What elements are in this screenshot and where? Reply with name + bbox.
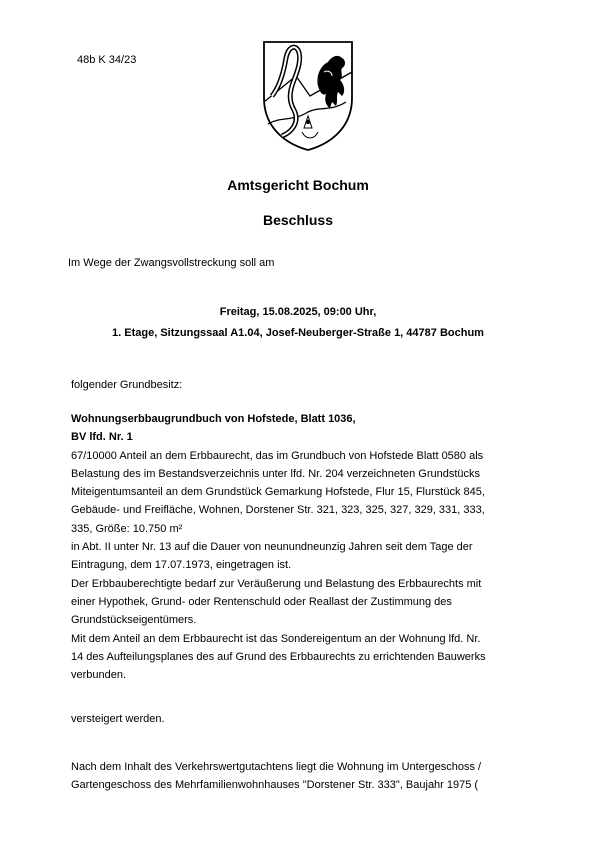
grundbuch-line: Mit dem Anteil an dem Erbbaurecht ist das Sondereigentum an der Wohnung lfd. Nr. — [71, 632, 481, 645]
grundbuch-line: Miteigentumsanteil an dem Grundstück Gemarkung Hofstede, Flur 15, Flurstück 845, — [71, 486, 485, 499]
intro-text: Im Wege der Zwangsvollstreckung soll am — [68, 257, 275, 269]
grundbuch-line: Der Erbbauberechtigte bedarf zur Veräußerung und Belastung des Erbbaurechts mit — [71, 577, 482, 590]
gutachten-line: Gartengeschoss des Mehrfamilienwohnhauses "Dorstener Str. 333", Baujahr 1975 ( — [71, 779, 479, 791]
grundbesitz-label: folgender Grundbesitz: — [71, 379, 183, 391]
grundbuch-line: einer Hypothek, Grund- oder Rentenschuld oder Reallast der Zustimmung des — [71, 595, 452, 608]
grundbuch-line: 14 des Aufteilungsplanes des auf Grund des Erbbaurechts zu errichtenden Bauwerks — [71, 650, 486, 663]
grundbuch-section — [71, 410, 541, 684]
termin-datetime: Freitag, 15.08.2025, 09:00 Uhr, — [219, 306, 377, 318]
grundbuch-heading: Wohnungserbbaugrundbuch von Hofstede, Blatt 1036, — [71, 413, 356, 425]
court-name: Amtsgericht Bochum — [227, 177, 369, 193]
grundbuch-line: Eintragung, dem 17.07.1973, eingetragen ist. — [71, 559, 292, 572]
termin-location: 1. Etage, Sitzungssaal A1.04, Josef-Neuberger-Straße 1, 44787 Bochum — [112, 327, 484, 339]
nrw-coat-of-arms-icon — [258, 36, 358, 154]
gutachten-line: Nach dem Inhalt des Verkehrswertgutachtens liegt die Wohnung im Untergeschoss / — [71, 761, 482, 773]
document-title: Beschluss — [262, 212, 334, 228]
grundbuch-line: Belastung des im Bestandsverzeichnis unter lfd. Nr. 204 verzeichneten Grundstücks — [71, 467, 481, 480]
grundbuch-line: 335, Größe: 10.750 m² — [71, 522, 183, 535]
versteigert-text: versteigert werden. — [71, 713, 165, 725]
grundbuch-line: Grundstückseigentümers. — [71, 614, 197, 627]
grundbuch-line: verbunden. — [71, 669, 127, 682]
bestandsverzeichnis-number: BV lfd. Nr. 1 — [71, 431, 133, 444]
grundbuch-line: Gebäude- und Freifläche, Wohnen, Dorstener Str. 321, 323, 325, 327, 329, 331, 333, — [71, 504, 485, 517]
aktenzeichen: 48b K 34/23 — [77, 54, 137, 66]
grundbuch-line: 67/10000 Anteil an dem Erbbaurecht, das im Grundbuch von Hofstede Blatt 0580 als — [71, 449, 484, 462]
grundbuch-line: in Abt. II unter Nr. 13 auf die Dauer von neunundneunzig Jahren seit dem Tage der — [71, 541, 473, 554]
